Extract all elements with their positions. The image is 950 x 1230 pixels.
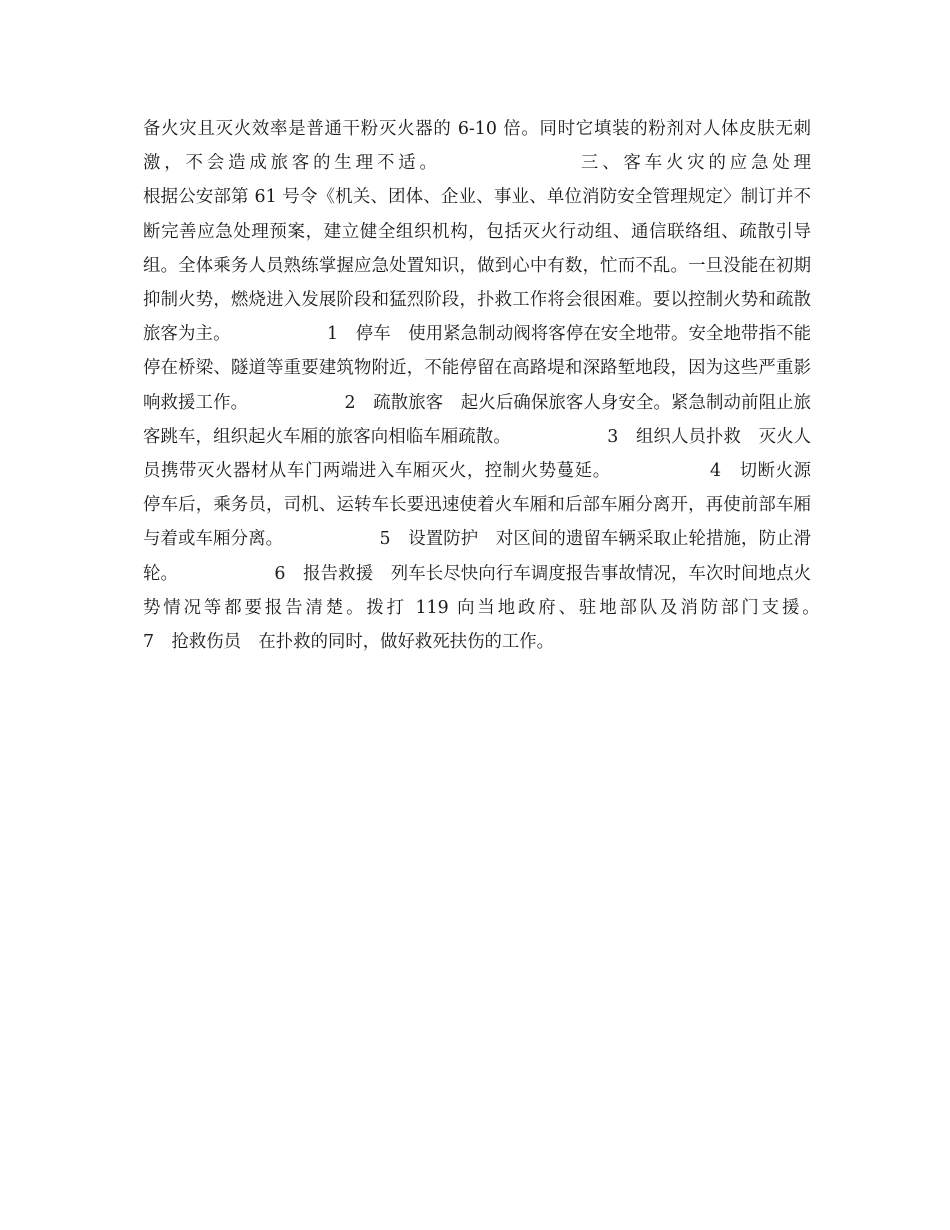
body-paragraph: 备火灾且灭火效率是普通干粉灭火器的 6-10 倍。同时它填装的粉剂对人体皮肤无刺激，不会造成旅客的生理不适。 三、客车火灾的应急处理 根据公安部第 61 号令《机关、团体、企业、事业、单位消防安全管理规定〉制订并不断完善应急处理预案，建立健全组织机构，包括灭火行动组、通信联络组、疏散引导组。全体乘务人员熟练掌握应急处置知识，做到心中有数，忙而不乱。一旦没能在初期抑制火势，燃烧进入发展阶段和猛烈阶段，扑救工作将会很困难。要以控制火势和疏散旅客为主。 1 停车 使用紧急制动阀将客停在安全地带。安全地带指不能停在桥梁、隧道等重要建筑物附近，不能停留在高路堤和深路堑地段，因为这些严重影响救援工作。 2 疏散旅客 起火后确保旅客人身安全。紧急制动前阻止旅客跳车，组织起火车厢的旅客向相临车厢疏散。 3 组织人员扑救 灭火人员携带灭火器材从车门两端进入车厢灭火，控制火势蔓延。 4 切断火源 停车后，乘务员，司机、运转车长要迅速使着火车厢和后部车厢分离开，再使前部车厢与着或车厢分离。 5 设置防护 对区间的遗留车辆采取止轮措施，防止滑轮。 6 报告救援 列车长尽快向行车调度报告事故情况，车次时间地点火势情况等都要报告清楚。拨打 119 向当地政府、驻地部队及消防部门支援。 7 抢救伤员 在扑救的同时，做好救死扶伤的工作。: [143, 119, 916, 653]
